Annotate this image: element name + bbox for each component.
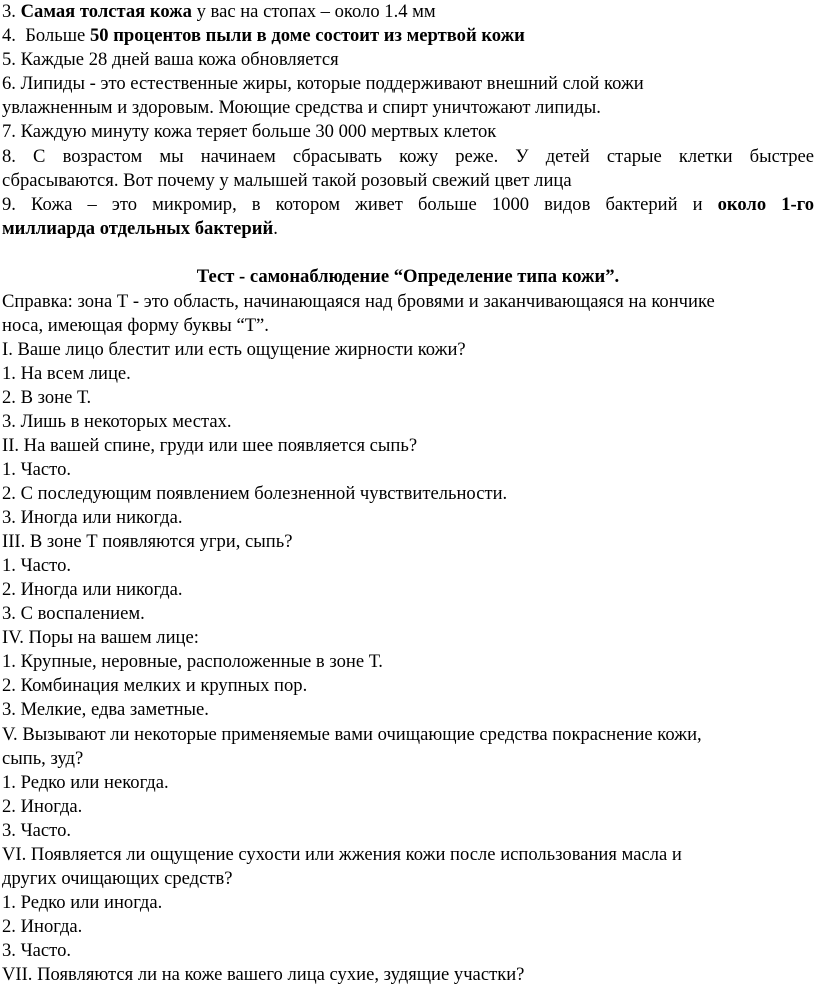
answer-option: 3. Лишь в некоторых местах. bbox=[2, 411, 232, 432]
fact-9-line-1 bbox=[2, 193, 814, 217]
answer-option: 2. Комбинация мелких и крупных пор. bbox=[2, 675, 308, 696]
question-6-line-1: VI. Появляется ли ощущение сухости или жжения кожи после использования масла и bbox=[2, 844, 682, 865]
answer-option: 3. Часто. bbox=[2, 940, 72, 961]
answer-option: 1. Часто. bbox=[2, 459, 72, 480]
fact-bold: Самая толстая кожа bbox=[20, 1, 192, 22]
answer-option: 1. Редко или некогда. bbox=[2, 772, 169, 793]
fact-bold: около 1-го bbox=[717, 194, 814, 215]
test-title: Тест - самонаблюдение “Определение типа кожи”. bbox=[196, 266, 620, 287]
answer-option: 3. Часто. bbox=[2, 820, 72, 841]
answer-option: 2. С последующим появлением болезненной чувствительности. bbox=[2, 483, 508, 504]
fact-4 bbox=[2, 24, 525, 48]
question-1: I. Ваше лицо блестит или есть ощущение жирности кожи? bbox=[2, 339, 466, 360]
fact-bold: миллиарда отдельных бактерий bbox=[2, 218, 274, 239]
answer-option: 2. В зоне Т. bbox=[2, 387, 92, 408]
test-note-line-1: Справка: зона Т - это область, начинающаяся над бровями и заканчивающаяся на кончике bbox=[2, 291, 715, 312]
fact-number: 3. bbox=[2, 1, 16, 22]
fact-number: 4. bbox=[2, 25, 16, 46]
question-4: IV. Поры на вашем лице: bbox=[2, 627, 199, 648]
fact-text: . bbox=[273, 218, 278, 239]
question-3: III. В зоне Т появляются угри, сыпь? bbox=[2, 531, 293, 552]
answer-option: 3. С воспалением. bbox=[2, 603, 145, 624]
answer-option: 2. Иногда. bbox=[2, 916, 83, 937]
answer-option: 1. Крупные, неровные, расположенные в зоне Т. bbox=[2, 651, 383, 672]
fact-9-line-2 bbox=[2, 217, 278, 241]
answer-option: 2. Иногда. bbox=[2, 796, 83, 817]
question-5-line-2: сыпь, зуд? bbox=[2, 748, 84, 769]
question-5-line-1: V. Вызывают ли некоторые применяемые вами очищающие средства покраснение кожи, bbox=[2, 724, 702, 745]
fact-6-line-1: 6. Липиды - это естественные жиры, которые поддерживают внешний слой кожи bbox=[2, 73, 644, 94]
test-note-line-2: носа, имеющая форму буквы “Т”. bbox=[2, 315, 269, 336]
answer-option: 1. Часто. bbox=[2, 555, 72, 576]
question-7: VII. Появляются ли на коже вашего лица сухие, зудящие участки? bbox=[2, 964, 525, 985]
answer-option: 3. Иногда или никогда. bbox=[2, 507, 183, 528]
fact-8-line-2: сбрасываются. Вот почему у малышей такой розовый свежий цвет лица bbox=[2, 170, 572, 191]
answer-option: 1. Редко или иногда. bbox=[2, 892, 163, 913]
fact-8-line-1: 8. С возрастом мы начинаем сбрасывать кожу реже. У детей старые клетки быстрее bbox=[2, 146, 814, 167]
fact-text: 9. Кожа – это микромир, в котором живет больше 1000 видов бактерий и bbox=[2, 194, 718, 215]
answer-option: 2. Иногда или никогда. bbox=[2, 579, 183, 600]
answer-option: 1. На всем лице. bbox=[2, 363, 131, 384]
fact-5: 5. Каждые 28 дней ваша кожа обновляется bbox=[2, 49, 339, 70]
fact-3 bbox=[2, 0, 436, 24]
fact-7: 7. Каждую минуту кожа теряет больше 30 000 мертвых клеток bbox=[2, 121, 497, 142]
question-6-line-2: других очищающих средств? bbox=[2, 868, 233, 889]
fact-bold: 50 процентов пыли в доме состоит из мертвой кожи bbox=[89, 25, 525, 46]
question-2: II. На вашей спине, груди или шее появляется сыпь? bbox=[2, 435, 418, 456]
fact-6-line-2: увлажненным и здоровым. Моющие средства и спирт уничтожают липиды. bbox=[2, 97, 601, 118]
answer-option: 3. Мелкие, едва заметные. bbox=[2, 699, 209, 720]
fact-text: у вас на стопах – около 1.4 мм bbox=[191, 1, 436, 22]
fact-text: Больше bbox=[15, 25, 90, 46]
